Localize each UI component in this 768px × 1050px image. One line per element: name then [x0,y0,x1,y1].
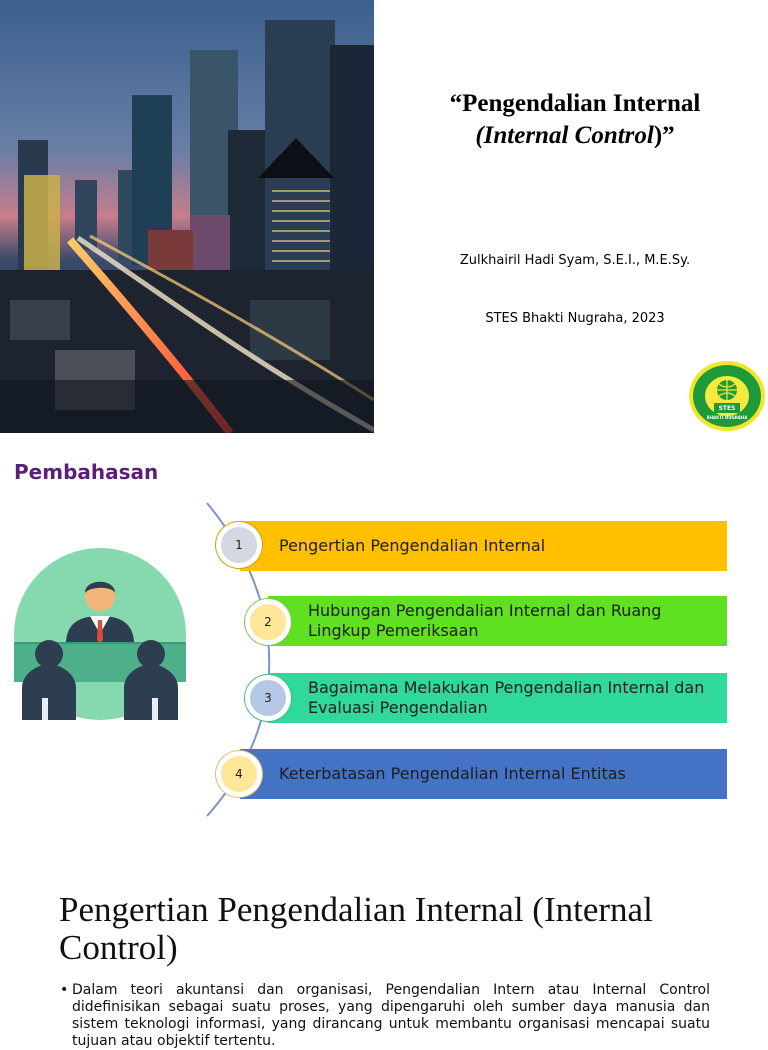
agenda-number-badge: 1 [216,522,262,568]
agenda-number-badge: 3 [245,675,291,721]
agenda-number-badge: 2 [245,599,291,645]
bullet-point: • Dalam teori akuntansi dan organisasi, Pengendalian Intern atau Internal Control didefinisikan sebagai suatu proses, yang dipengaruhi oleh sumber daya manusia dan sistem teknologi informasi, yang dirancang untuk membantu organisasi mencapai suatu tujuan atau objektif tertentu. [60,982,710,1049]
title-slide [0,0,768,433]
agenda-item-label: Hubungan Pengendalian Internal dan Ruang Lingkup Pemeriksaan [308,601,662,640]
slide-title: Pengertian Pengendalian Internal (Internal Control) [59,890,653,967]
agenda-item-1 [240,521,727,571]
agenda-heading: Pembahasan [14,460,159,484]
agenda-item-label: Bagaimana Melakukan Pengendalian Internal dan Evaluasi Pengendalian [308,678,705,717]
city-skyline-photo [0,0,374,433]
author-name: Zulkhairil Hadi Syam, S.E.I., M.E.Sy. [459,253,691,268]
stes-logo [688,360,766,432]
svg-text:STES: STES [718,405,736,412]
presentation-title: “Pengendalian Internal (Internal Control)” [449,90,701,149]
svg-text:BHAKTI NUGRAHA: BHAKTI NUGRAHA [706,415,748,420]
institution-year: STES Bhakti Nugraha, 2023 [485,311,665,326]
agenda-slide [0,433,768,863]
agenda-item-label: Keterbatasan Pengendalian Internal Entitas [279,764,626,783]
agenda-item-4 [240,749,727,799]
agenda-item-label: Pengertian Pengendalian Internal [279,536,546,555]
bullet-icon: • [60,982,69,998]
meeting-people-icon [14,548,186,720]
agenda-item-2 [268,596,727,646]
agenda-item-3 [268,673,727,723]
agenda-number-badge: 4 [216,751,262,797]
definition-slide [0,863,768,1049]
